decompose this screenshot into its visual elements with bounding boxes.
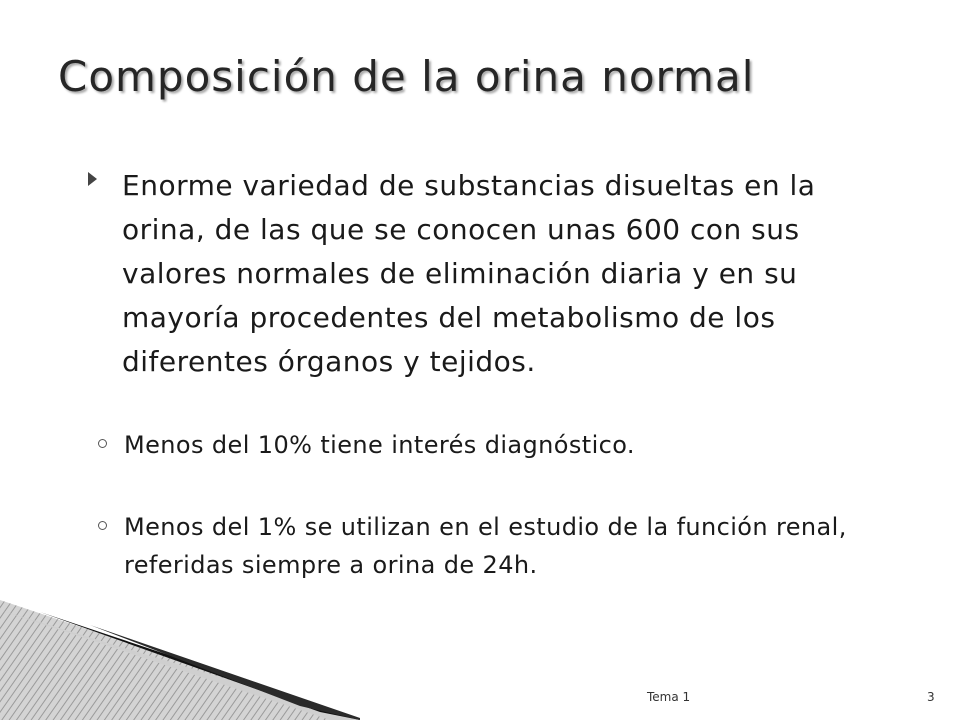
circle-bullet-icon: [98, 439, 107, 448]
corner-hatched-wedge: [0, 600, 360, 720]
page-number: 3: [927, 690, 935, 704]
main-bullet: [88, 164, 898, 384]
corner-dark-stripe-2: [90, 625, 360, 720]
slide-title: Composición de la orina normal: [58, 52, 755, 101]
corner-light-band: [0, 610, 360, 720]
triangle-bullet-icon: [88, 172, 97, 186]
circle-bullet-icon: [98, 521, 107, 530]
sub-bullet: [98, 426, 898, 464]
main-bullet-text: Enorme variedad de substancias disueltas en la orina, de las que se conocen unas 600 con sus valores normales de eliminación diaria y en su mayoría procedentes del metabolismo de los diferentes órganos y tejidos.: [122, 169, 816, 378]
footer-label: Tema 1: [647, 690, 691, 704]
sub-bullet-text: Menos del 1% se utilizan en el estudio de la función renal, referidas siempre a orina de 24h.: [124, 513, 847, 579]
corner-dark-stripe: [40, 612, 360, 720]
sub-bullet: [98, 508, 898, 584]
sub-bullet-text: Menos del 10% tiene interés diagnóstico.: [124, 431, 635, 459]
